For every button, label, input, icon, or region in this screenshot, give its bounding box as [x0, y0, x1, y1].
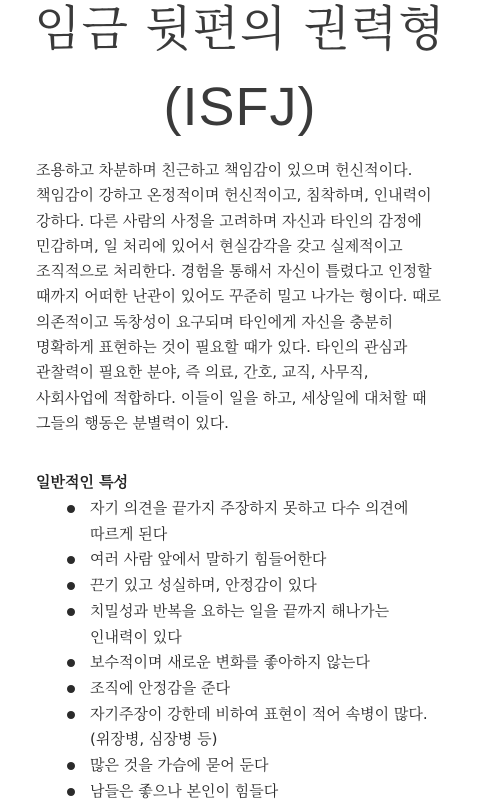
- traits-heading: 일반적인 특성: [36, 473, 129, 491]
- list-item-text: 보수적이며 새로운 변화를 좋아하지 않는다: [90, 653, 370, 672]
- list-item-text: 치밀성과 반복을 요하는 일을 끝까지 해나가는 인내력이 있다: [90, 601, 390, 646]
- list-item: [0, 676, 480, 702]
- bullet-icon: [67, 788, 75, 796]
- list-item: [0, 599, 480, 650]
- list-item: [0, 779, 480, 804]
- bullet-icon: [67, 659, 75, 667]
- bullet-icon: [67, 608, 75, 616]
- list-item-text: 끈기 있고 성실하며, 안정감이 있다: [90, 576, 317, 595]
- bullet-icon: [67, 762, 75, 770]
- list-item: [0, 573, 480, 599]
- list-item-text: 많은 것을 가슴에 묻어 둔다: [90, 756, 269, 775]
- page-title: [0, 0, 480, 146]
- list-item: [0, 650, 480, 676]
- bullet-icon: [67, 505, 75, 513]
- bullet-icon: [67, 582, 75, 590]
- list-item-text: 여러 사람 앞에서 말하기 힘들어한다: [90, 550, 327, 569]
- bullet-icon: [67, 556, 75, 564]
- list-item: [0, 753, 480, 779]
- page-title-korean: 임금 뒷편의 권력형: [34, 1, 446, 57]
- list-item-text: 자기주장이 강한데 비하여 표현이 적어 속병이 많다.(위장병, 심장병 등): [90, 704, 428, 749]
- bullet-icon: [67, 685, 75, 693]
- page-title-type-code: (ISFJ): [163, 77, 317, 137]
- list-item-text: 조직에 안정감을 준다: [90, 678, 230, 697]
- list-item: [0, 496, 480, 547]
- bullet-icon: [67, 711, 75, 719]
- list-item-text: 자기 의견을 끝가지 주장하지 못하고 다수 의견에 따르게 된다: [90, 499, 409, 543]
- list-item-text: 남들은 좋으나 본인이 힘들다: [90, 781, 279, 800]
- list-item: [0, 702, 480, 753]
- traits-list: [0, 496, 480, 804]
- type-description: 조용하고 차분하며 친근하고 책임감이 있으며 헌신적이다. 책임감이 강하고 온정적이며 헌신적이고, 침착하며, 인내력이 강하다. 다른 사람의 사정을 고려하며 자신과 타인의 감정에 민감하며, 일 처리에 있어서 현실감각을 갖고 실제적이고 조직적으로 처리한다. 경험을 통해서 자신이 틀렸다고 인정할 때까지 어떠한 난관이 있어도 꾸준히 밀고 나가는 형이다. 때로 의존적이고 독창성이 요구되며 타인에게 자신을 충분히 명확하게 표현하는 것이 필요할 때가 있다. 타인의 관심과 관찰력이 필요한 분야, 즉 의료, 간호, 교직, 사무직, 사회사업에 적합하다. 이들이 일을 하고, 세상일에 대처할 때 그들의 행동은 분별력이 있다.: [36, 161, 442, 432]
- list-item: [0, 547, 480, 573]
